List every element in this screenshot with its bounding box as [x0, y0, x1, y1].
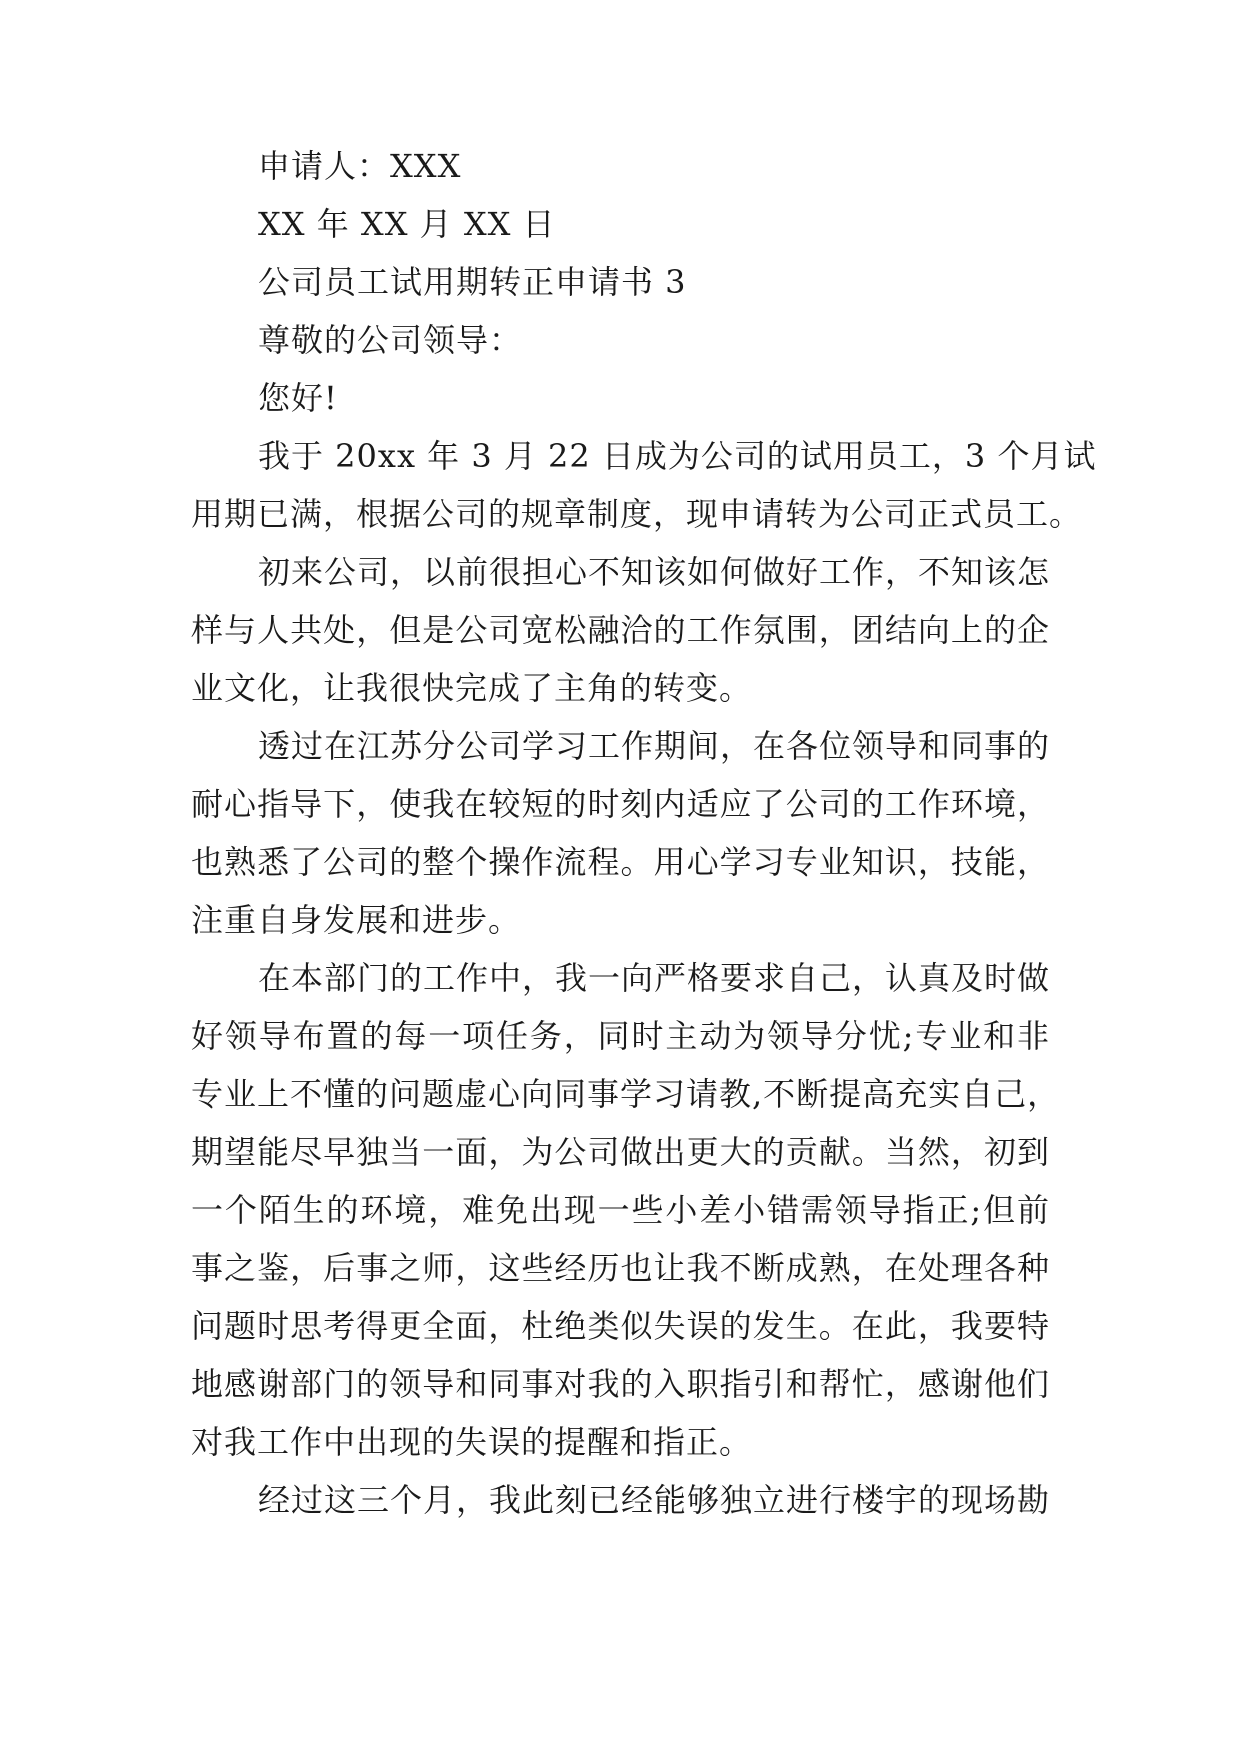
paragraph-5-line-1: 经过这三个月，我此刻已经能够独立进行楼宇的现场勘: [258, 1481, 1051, 1519]
paragraph-4-line-3: 专业上不懂的问题虚心向同事学习请教,不断提高充实自己，: [191, 1075, 1061, 1113]
paragraph-4-line-1: 在本部门的工作中，我一向严格要求自己，认真及时做: [258, 959, 1051, 997]
paragraph-4-line-4: 期望能尽早独当一面，为公司做出更大的贡献。当然，初到: [191, 1133, 1050, 1171]
paragraph-3-line-2: 耐心指导下，使我在较短的时刻内适应了公司的工作环境，: [191, 785, 1050, 823]
date-line: XX 年 XX 月 XX 日: [258, 205, 556, 243]
paragraph-4-line-7: 问题时思考得更全面，杜绝类似失误的发生。在此，我要特: [191, 1307, 1050, 1345]
paragraph-2-line-1: 初来公司，以前很担心不知该如何做好工作，不知该怎: [258, 553, 1051, 591]
paragraph-4-line-5: 一个陌生的环境，难免出现一些小差小错需领导指正;但前: [191, 1191, 1050, 1229]
paragraph-4-line-9: 对我工作中出现的失误的提醒和指正。: [191, 1423, 753, 1461]
greeting-line: 您好!: [258, 379, 338, 417]
paragraph-4-line-6: 事之鉴，后事之师，这些经历也让我不断成熟，在处理各种: [191, 1249, 1050, 1287]
paragraph-1-line-1: 我于 20xx 年 3 月 22 日成为公司的试用员工，3 个月试: [258, 437, 1097, 475]
applicant-line: 申请人：XXX: [258, 147, 462, 185]
paragraph-3-line-3: 也熟悉了公司的整个操作流程。用心学习专业知识，技能，: [191, 843, 1050, 881]
paragraph-1-line-2: 用期已满，根据公司的规章制度，现申请转为公司正式员工。: [191, 495, 1083, 533]
paragraph-3-line-1: 透过在江苏分公司学习工作期间，在各位领导和同事的: [258, 727, 1051, 765]
paragraph-2-line-3: 业文化，让我很快完成了主角的转变。: [191, 669, 753, 707]
document-title: 公司员工试用期转正申请书 3: [258, 263, 687, 301]
paragraph-2-line-2: 样与人共处，但是公司宽松融洽的工作氛围，团结向上的企: [191, 611, 1050, 649]
paragraph-3-line-4: 注重自身发展和进步。: [191, 901, 522, 939]
salutation-line: 尊敬的公司领导：: [258, 321, 523, 359]
paragraph-4-line-8: 地感谢部门的领导和同事对我的入职指引和帮忙，感谢他们: [191, 1365, 1050, 1403]
paragraph-4-line-2: 好领导布置的每一项任务，同时主动为领导分忧;专业和非: [191, 1017, 1050, 1055]
